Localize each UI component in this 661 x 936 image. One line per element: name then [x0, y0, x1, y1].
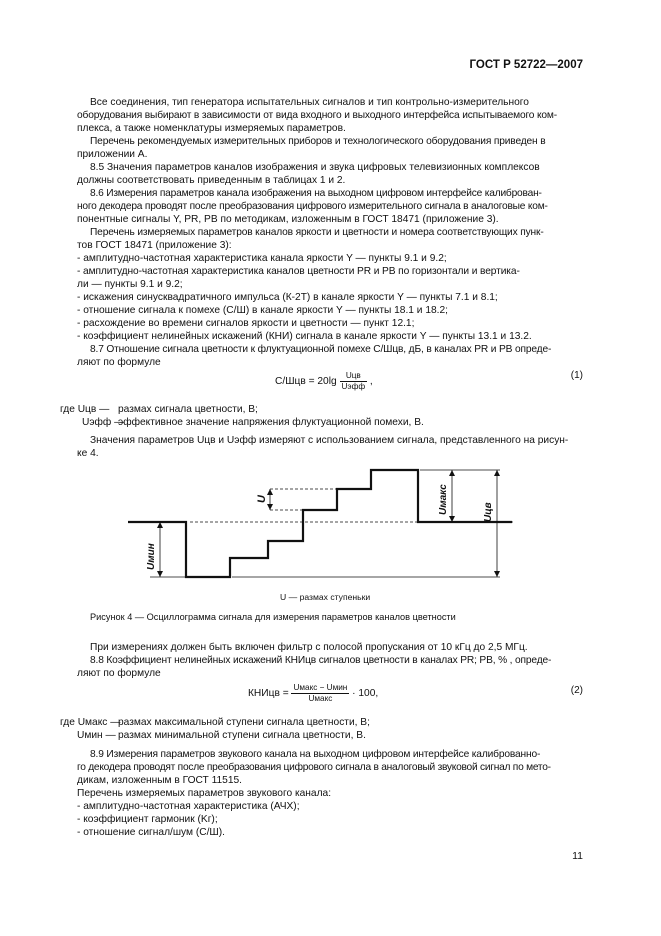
list-item: - искажения синусквадратичного импульса (К-2Т) в канале яркости Y — пункты 7.1 и 8.1;	[77, 292, 498, 303]
text-line: тов ГОСТ 18471 (приложение 3):	[77, 240, 232, 251]
where-symbol: Uэфф —	[82, 417, 125, 428]
formula-2-tail: · 100,	[352, 688, 379, 700]
formula-1-denominator: Uэфф	[341, 382, 366, 391]
text-line: дикам, изложенным в ГОСТ 11515.	[77, 775, 242, 786]
formula-1-number: (1)	[570, 370, 583, 381]
text-line: приложении А.	[77, 149, 148, 160]
formula-2-lhs: КНИцв =	[248, 688, 289, 700]
where-symbol: где Uмакс —	[60, 717, 121, 728]
formula-2-denominator: Uмакс	[308, 694, 333, 703]
text-line: оборудования выбирают в зависимости от вида входного и выходного интерфейса испытываемого ком-	[77, 110, 558, 121]
label-umax: Uмакс	[438, 484, 449, 515]
text-line: плекса, а также номенклатуры измеряемых параметров.	[77, 123, 346, 134]
text-line: ке 4.	[77, 448, 99, 459]
text-line: 8.7 Отношение сигнала цветности к флуктуационной помехе С/Шцв, дБ, в каналах PR и PB опреде-	[90, 344, 552, 355]
text-line: 8.5 Значения параметров каналов изображения и звука цифровых телевизионных комплексов	[90, 162, 540, 173]
arrowhead	[449, 470, 455, 476]
arrowhead	[157, 571, 163, 577]
text-line: ляют по формуле	[77, 357, 161, 368]
list-item: - расхождение во времени сигналов яркости и цветности — пункт 12.1;	[77, 318, 415, 329]
list-item: - отношение сигнала к помехе (С/Ш) в канале яркости Y — пункты 18.1 и 18.2;	[77, 305, 448, 316]
list-item: - коэффициент гармоник (Kг);	[77, 814, 218, 825]
list-item: - отношение сигнал/шум (С/Ш).	[77, 827, 225, 838]
figure-legend: U — размах ступеньки	[280, 592, 371, 602]
where-text: размах сигнала цветности, В;	[118, 404, 258, 415]
text-line: Значения параметров Uцв и Uэфф измеряют с использованием сигнала, представленного на рисун-	[90, 435, 569, 446]
arrowhead	[494, 571, 500, 577]
text-line: понентные сигналы Y, PR, PB по методикам, изложенным в ГОСТ 18471 (приложение 3).	[77, 214, 499, 225]
list-item: - амплитудно-частотная характеристика канала яркости Y — пункты 9.1 и 9.2;	[77, 253, 447, 264]
arrowhead	[267, 489, 273, 495]
where-symbol: где Uцв —	[60, 404, 110, 415]
where-symbol: Uмин —	[77, 730, 116, 741]
formula-2-numerator: Uмакс − Uмин	[293, 683, 348, 692]
formula-2-number: (2)	[570, 685, 583, 696]
text-line: го декодера проводят после преобразования цифрового сигнала в аналоговый звуковой сигнал по мето-	[77, 762, 551, 773]
arrowhead	[157, 522, 163, 528]
text-line: При измерениях должен быть включен фильтр с полосой пропускания от 10 кГц до 2,5 МГц.	[90, 642, 528, 653]
page-header: ГОСТ Р 52722—2007	[469, 59, 583, 71]
formula-2-fraction	[291, 683, 349, 704]
text-line: Все соединения, тип генератора испытательных сигналов и тип контрольно-измерительного	[90, 97, 529, 108]
list-item: ли — пункты 9.1 и 9.2;	[77, 279, 183, 290]
label-umin: Uмин	[146, 543, 157, 570]
text-line: 8.8 Коэффициент нелинейных искажений КНИцв сигналов цветности в каналах PR; PB, % , опреде-	[90, 655, 552, 666]
text-line: Перечень измеряемых параметров звукового канала:	[77, 788, 332, 799]
list-item: - амплитудно-частотная характеристика каналов цветности PR и PB по горизонтали и вертика-	[77, 266, 520, 277]
formula-1-numerator: Uцв	[340, 371, 368, 382]
formula-1-tail: ,	[369, 376, 373, 388]
formula-1-lhs: С/Шцв = 20lg	[275, 376, 337, 388]
where-text: эффективное значение напряжения флуктуационной помехи, В.	[118, 417, 424, 428]
text-line: ного декодера проводят после преобразования цифрового измерительного сигнала в аналоговые ком-	[77, 201, 548, 212]
page-number: 11	[572, 850, 583, 862]
arrowhead	[494, 470, 500, 476]
formula-1-fraction	[340, 371, 368, 392]
label-u: U	[256, 495, 268, 503]
where-text: размах минимальной ступени сигнала цветности, В.	[118, 730, 366, 741]
text-line: 8.6 Измерения параметров канала изображения на выходном цифровом интерфейсе калиброван-	[90, 188, 542, 199]
staircase-signal	[128, 470, 512, 577]
text-line: ляют по формуле	[77, 668, 161, 679]
where-text: размах максимальной ступени сигнала цветности, В;	[118, 717, 370, 728]
text-line: Перечень измеряемых параметров каналов яркости и цветности и номера соответствующих пунк-	[90, 227, 544, 238]
label-ucv: Uцв	[483, 502, 494, 522]
formula-2	[248, 683, 378, 704]
formula-1	[275, 371, 373, 392]
figure-caption: Рисунок 4 — Осциллограмма сигнала для измерения параметров каналов цветности	[90, 612, 456, 622]
arrowhead	[267, 504, 273, 510]
text-line: 8.9 Измерения параметров звукового канала на выходном цифровом интерфейсе калиброванно-	[90, 749, 541, 760]
arrowhead	[449, 516, 455, 522]
text-line: должны соответствовать приведенным в таблицах 1 и 2.	[77, 175, 346, 186]
text-line: Перечень рекомендуемых измерительных приборов и технологического оборудования приведен в	[90, 136, 546, 147]
list-item: - коэффициент нелинейных искажений (КНИ) сигнала в канале яркости Y — пункты 13.1 и 13.2.	[77, 331, 532, 342]
list-item: - амплитудно-частотная характеристика (АЧХ);	[77, 801, 300, 812]
